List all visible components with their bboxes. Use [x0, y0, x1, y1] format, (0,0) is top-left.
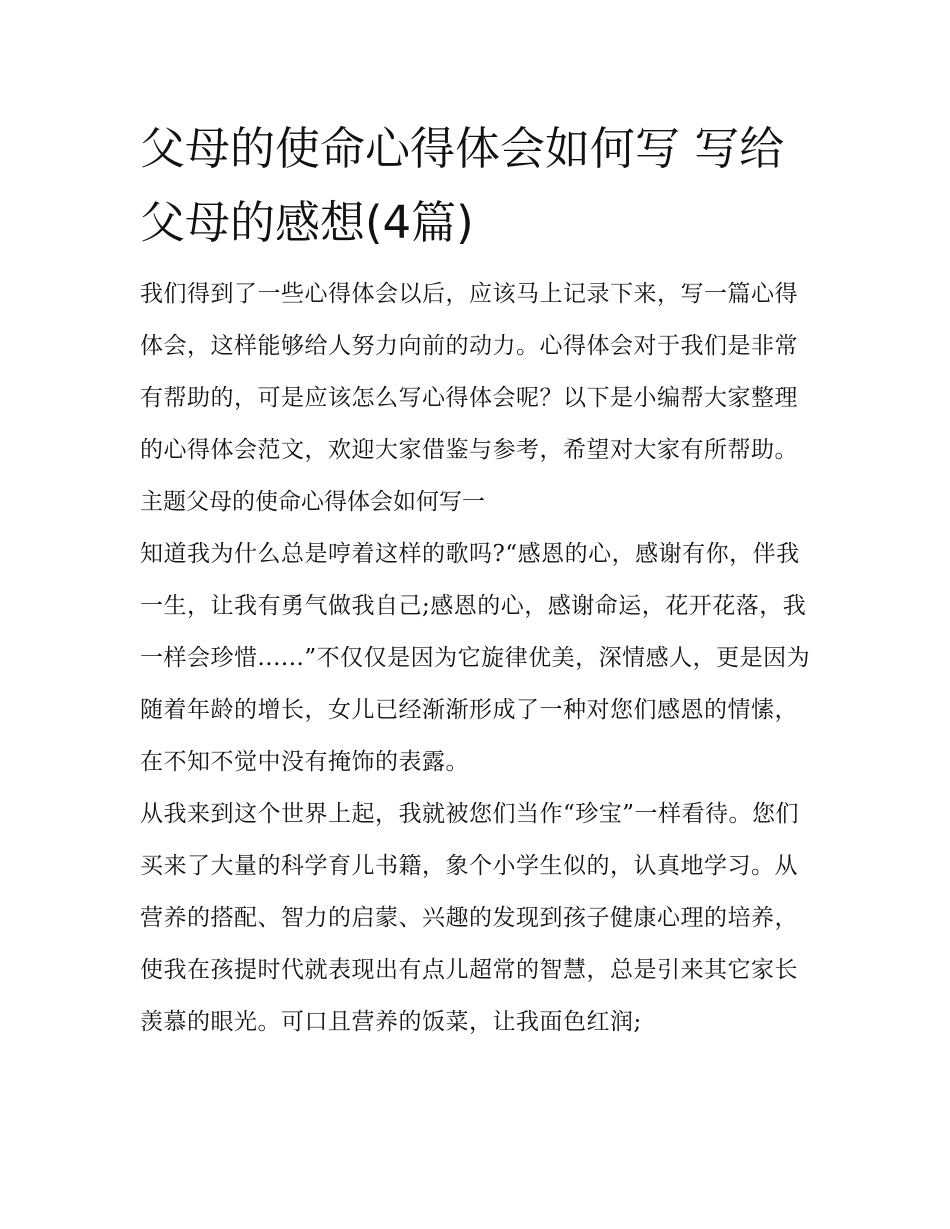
document-title: 父母的使命心得体会如何写 写给父母的感想(4篇) [140, 122, 785, 249]
body-paragraph: 知道我为什么总是哼着这样的歌吗?“感恩的心，感谢有你，伴我一生，让我有勇气做我自己;感恩的心，感谢命运，花开花落，我一样会珍惜......”不仅仅是因为它旋律优美，深情感人，更是因为随着年龄的增长，女儿已经渐渐形成了一种对您们感恩的情愫，在不知不觉中没有掩饰的表露。 [140, 541, 811, 775]
document-page [140, 112, 812, 1048]
intro-paragraph: 我们得到了一些心得体会以后，应该马上记录下来，写一篇心得体会，这样能够给人努力向前的动力。心得体会对于我们是非常有帮助的，可是应该怎么写心得体会呢？以下是小编帮大家整理的心得体会范文，欢迎大家借鉴与参考，希望对大家有所帮助。 [140, 281, 798, 463]
section-heading: 主题父母的使命心得体会如何写一 [140, 489, 485, 515]
body-paragraph: 从我来到这个世界上起，我就被您们当作“珍宝”一样看待。您们买来了大量的科学育儿书籍，象个小学生似的，认真地学习。从营养的搭配、智力的启蒙、兴趣的发现到孩子健康心理的培养，使我在孩提时代就表现出有点儿超常的智慧，总是引来其它家长羡慕的眼光。可口且营养的饭菜，让我面色红润; [140, 801, 800, 1035]
